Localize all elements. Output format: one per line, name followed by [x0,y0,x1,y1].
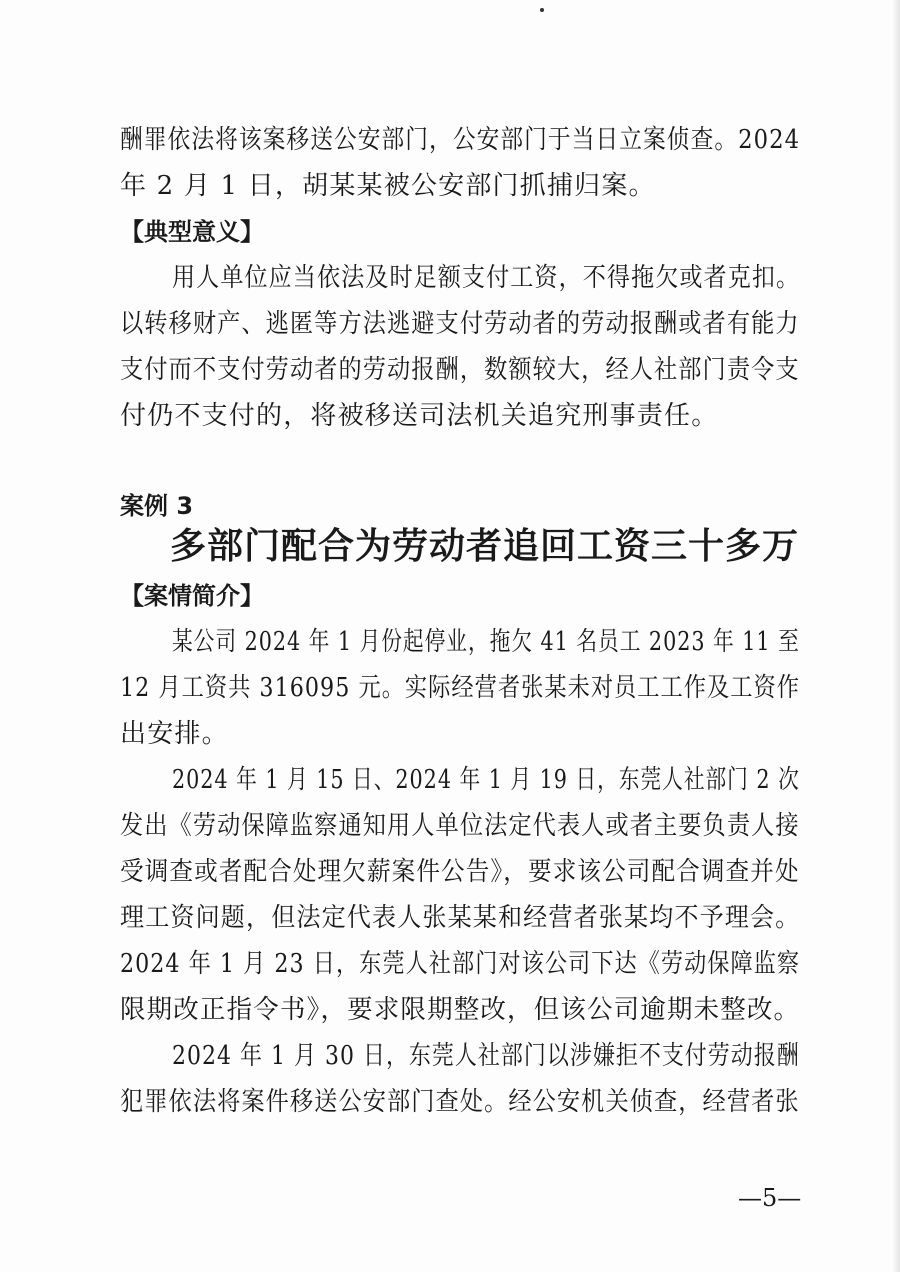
scan-mark [540,8,544,12]
text-line: 发出《劳动保障监察通知用人单位法定代表人或者主要负责人接 [120,811,800,841]
significance-heading: 【典型意义】 [120,218,264,246]
text-line: 年 2 月 1 日，胡某某被公安部门抓捕归案。 [120,171,656,201]
text-line: 12 月工资共 316095 元。实际经营者张某未对员工工作及工资作 [120,673,800,703]
case-title: 多部门配合为劳动者追回工资三十多万 [170,525,800,567]
text-line: 某公司 2024 年 1 月份起停业，拖欠 41 名员工 2023 年 11 至 [172,627,800,657]
text-line: 酬罪依法将该案移送公安部门，公安部门于当日立案侦查。2024 [120,125,801,155]
page-number: —5— [738,1184,802,1212]
summary-heading: 【案情简介】 [120,582,264,610]
text-line: 2024 年 1 月 15 日、2024 年 1 月 19 日，东莞人社部门 2 次 [172,765,800,795]
case-label: 案例 3 [120,492,194,520]
text-line: 2024 年 1 月 23 日，东莞人社部门对该公司下达《劳动保障监察 [120,949,801,979]
text-line: 受调查或者配合处理欠薪案件公告》，要求该公司配合调查并处 [120,857,800,887]
text-line: 出安排。 [120,719,229,749]
page-edge [892,0,900,1272]
text-line: 支付而不支付劳动者的劳动报酬，数额较大，经人社部门责令支 [120,355,800,385]
text-line: 以转移财产、逃匿等方法逃避支付劳动者的劳动报酬或者有能力 [120,309,800,339]
text-line: 用人单位应当依法及时足额支付工资，不得拖欠或者克扣。 [172,263,801,293]
text-line: 理工资问题，但法定代表人张某某和经营者张某均不予理会。 [120,903,801,933]
text-line: 2024 年 1 月 30 日，东莞人社部门以涉嫌拒不支付劳动报酬 [172,1041,800,1071]
text-line: 犯罪依法将案件移送公安部门查处。经公安机关侦查，经营者张 [120,1087,800,1117]
text-line: 付仍不支付的，将被移送司法机关追究刑事责任。 [120,401,719,431]
text-line: 限期改正指令书》，要求限期整改，但该公司逾期未整改。 [120,995,801,1025]
